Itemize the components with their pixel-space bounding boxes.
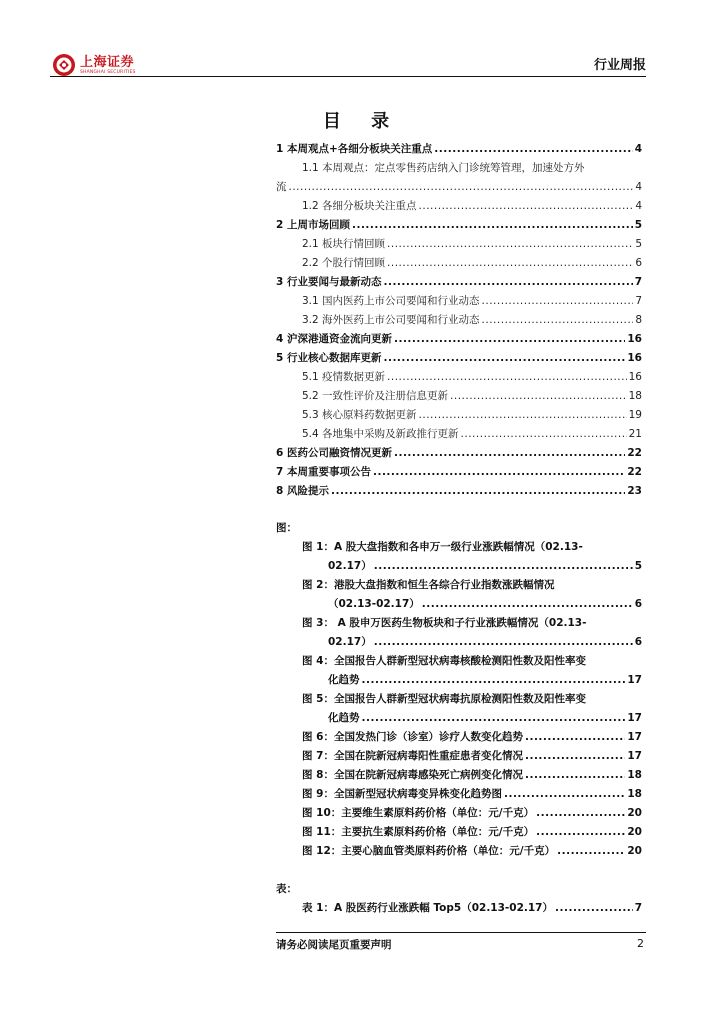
figure-entry-8[interactable]: 图 8：全国在院新冠病毒感染死亡病例变化情况 ..... 18 bbox=[302, 768, 642, 782]
toc-entry-1-2[interactable]: 1.2 各细分板块关注重点 ..... 4 bbox=[302, 199, 642, 213]
page-number: 2 bbox=[637, 937, 644, 950]
toc-entry-1[interactable]: 1 本周观点+各细分板块关注重点 ..... 4 bbox=[276, 142, 642, 156]
figure-entry-7[interactable]: 图 7：全国在院新冠病毒阳性重症患者变化情况 ..... 17 bbox=[302, 749, 642, 763]
figure-entry-11[interactable]: 图 11：主要抗生素原料药价格（单位：元/千克） ..... 20 bbox=[302, 825, 642, 839]
figure-entry-6[interactable]: 图 6：全国发热门诊（诊室）诊疗人数变化趋势 ..... 17 bbox=[302, 730, 642, 744]
toc-entry-3-2[interactable]: 3.2 海外医药上市公司要闻和行业动态 ..... 8 bbox=[302, 313, 642, 327]
footer-disclaimer: 请务必阅读尾页重要声明 bbox=[276, 939, 392, 951]
figure-entry-4-cont[interactable]: 化趋势 ..... 17 bbox=[328, 673, 642, 687]
logo-english-name: SHANGHAI SECURITIES bbox=[80, 69, 136, 75]
footer-divider bbox=[276, 932, 646, 933]
figure-entry-1[interactable]: 图 1：A 股大盘指数和各申万一级行业涨跌幅情况（02.13- bbox=[302, 541, 583, 553]
toc-entry-4[interactable]: 4 沪深港通资金流向更新 ..... 16 bbox=[276, 332, 642, 346]
toc-entry-3-1[interactable]: 3.1 国内医药上市公司要闻和行业动态 ..... 7 bbox=[302, 294, 642, 308]
company-logo bbox=[52, 53, 136, 77]
toc-entry-5-1[interactable]: 5.1 疫情数据更新 ..... 16 bbox=[302, 370, 642, 384]
logo-emblem-icon bbox=[52, 53, 76, 77]
logo-chinese-name: 上海证券 bbox=[80, 54, 135, 70]
toc-entry-5[interactable]: 5 行业核心数据库更新 ..... 16 bbox=[276, 351, 642, 365]
tables-label: 表： bbox=[276, 883, 297, 895]
figure-entry-3-cont[interactable]: 02.17） ..... 6 bbox=[328, 635, 642, 649]
toc-entry-2-2[interactable]: 2.2 个股行情回顾 ..... 6 bbox=[302, 256, 642, 270]
toc-entry-8[interactable]: 8 风险提示 ..... 23 bbox=[276, 484, 642, 498]
figure-entry-10[interactable]: 图 10：主要维生素原料药价格（单位：元/千克） ..... 20 bbox=[302, 806, 642, 820]
toc-title: 目 录 bbox=[322, 111, 402, 132]
toc-entry-6[interactable]: 6 医药公司融资情况更新 ..... 22 bbox=[276, 446, 642, 460]
toc-entry-2-1[interactable]: 2.1 板块行情回顾 ..... 5 bbox=[302, 237, 642, 251]
figure-entry-1-cont[interactable]: 02.17） ..... 5 bbox=[328, 559, 642, 573]
figure-entry-3[interactable]: 图 3： A 股申万医药生物板块和子行业涨跌幅情况（02.13- bbox=[302, 617, 587, 629]
figure-entry-2[interactable]: 图 2：港股大盘指数和恒生各综合行业指数涨跌幅情况 bbox=[302, 579, 555, 591]
figure-entry-5-cont[interactable]: 化趋势 ..... 17 bbox=[328, 711, 642, 725]
figure-entry-2-cont[interactable]: （02.13-02.17） ..... 6 bbox=[328, 597, 642, 611]
figures-label: 图： bbox=[276, 522, 297, 534]
toc-entry-1-1-cont[interactable]: 流 ..... 4 bbox=[276, 180, 642, 194]
figure-entry-9[interactable]: 图 9：全国新型冠状病毒变异株变化趋势图 ..... 18 bbox=[302, 787, 642, 801]
figure-entry-4[interactable]: 图 4：全国报告人群新型冠状病毒核酸检测阳性数及阳性率变 bbox=[302, 655, 586, 667]
figure-entry-12[interactable]: 图 12：主要心脑血管类原料药价格（单位：元/千克） ..... 20 bbox=[302, 844, 642, 858]
figure-entry-5[interactable]: 图 5：全国报告人群新型冠状病毒抗原检测阳性数及阳性率变 bbox=[302, 693, 586, 705]
toc-entry-5-3[interactable]: 5.3 核心原料药数据更新 ..... 19 bbox=[302, 408, 642, 422]
toc-entry-5-2[interactable]: 5.2 一致性评价及注册信息更新 ..... 18 bbox=[302, 389, 642, 403]
document-type: 行业周报 bbox=[593, 58, 646, 73]
toc-entry-1-1[interactable]: 1.1 本周观点：定点零售药店纳入门诊统筹管理，加速处方外 bbox=[302, 162, 585, 174]
toc-entry-3[interactable]: 3 行业要闻与最新动态 ..... 7 bbox=[276, 275, 642, 289]
toc-entry-7[interactable]: 7 本周重要事项公告 ..... 22 bbox=[276, 465, 642, 479]
toc-entry-2[interactable]: 2 上周市场回顾 ..... 5 bbox=[276, 218, 642, 232]
toc-entry-5-4[interactable]: 5.4 各地集中采购及新政推行更新 ..... 21 bbox=[302, 427, 642, 441]
table-entry-1[interactable]: 表 1：A 股医药行业涨跌幅 Top5（02.13-02.17） ..... 7 bbox=[302, 901, 642, 915]
header-divider bbox=[50, 76, 646, 77]
